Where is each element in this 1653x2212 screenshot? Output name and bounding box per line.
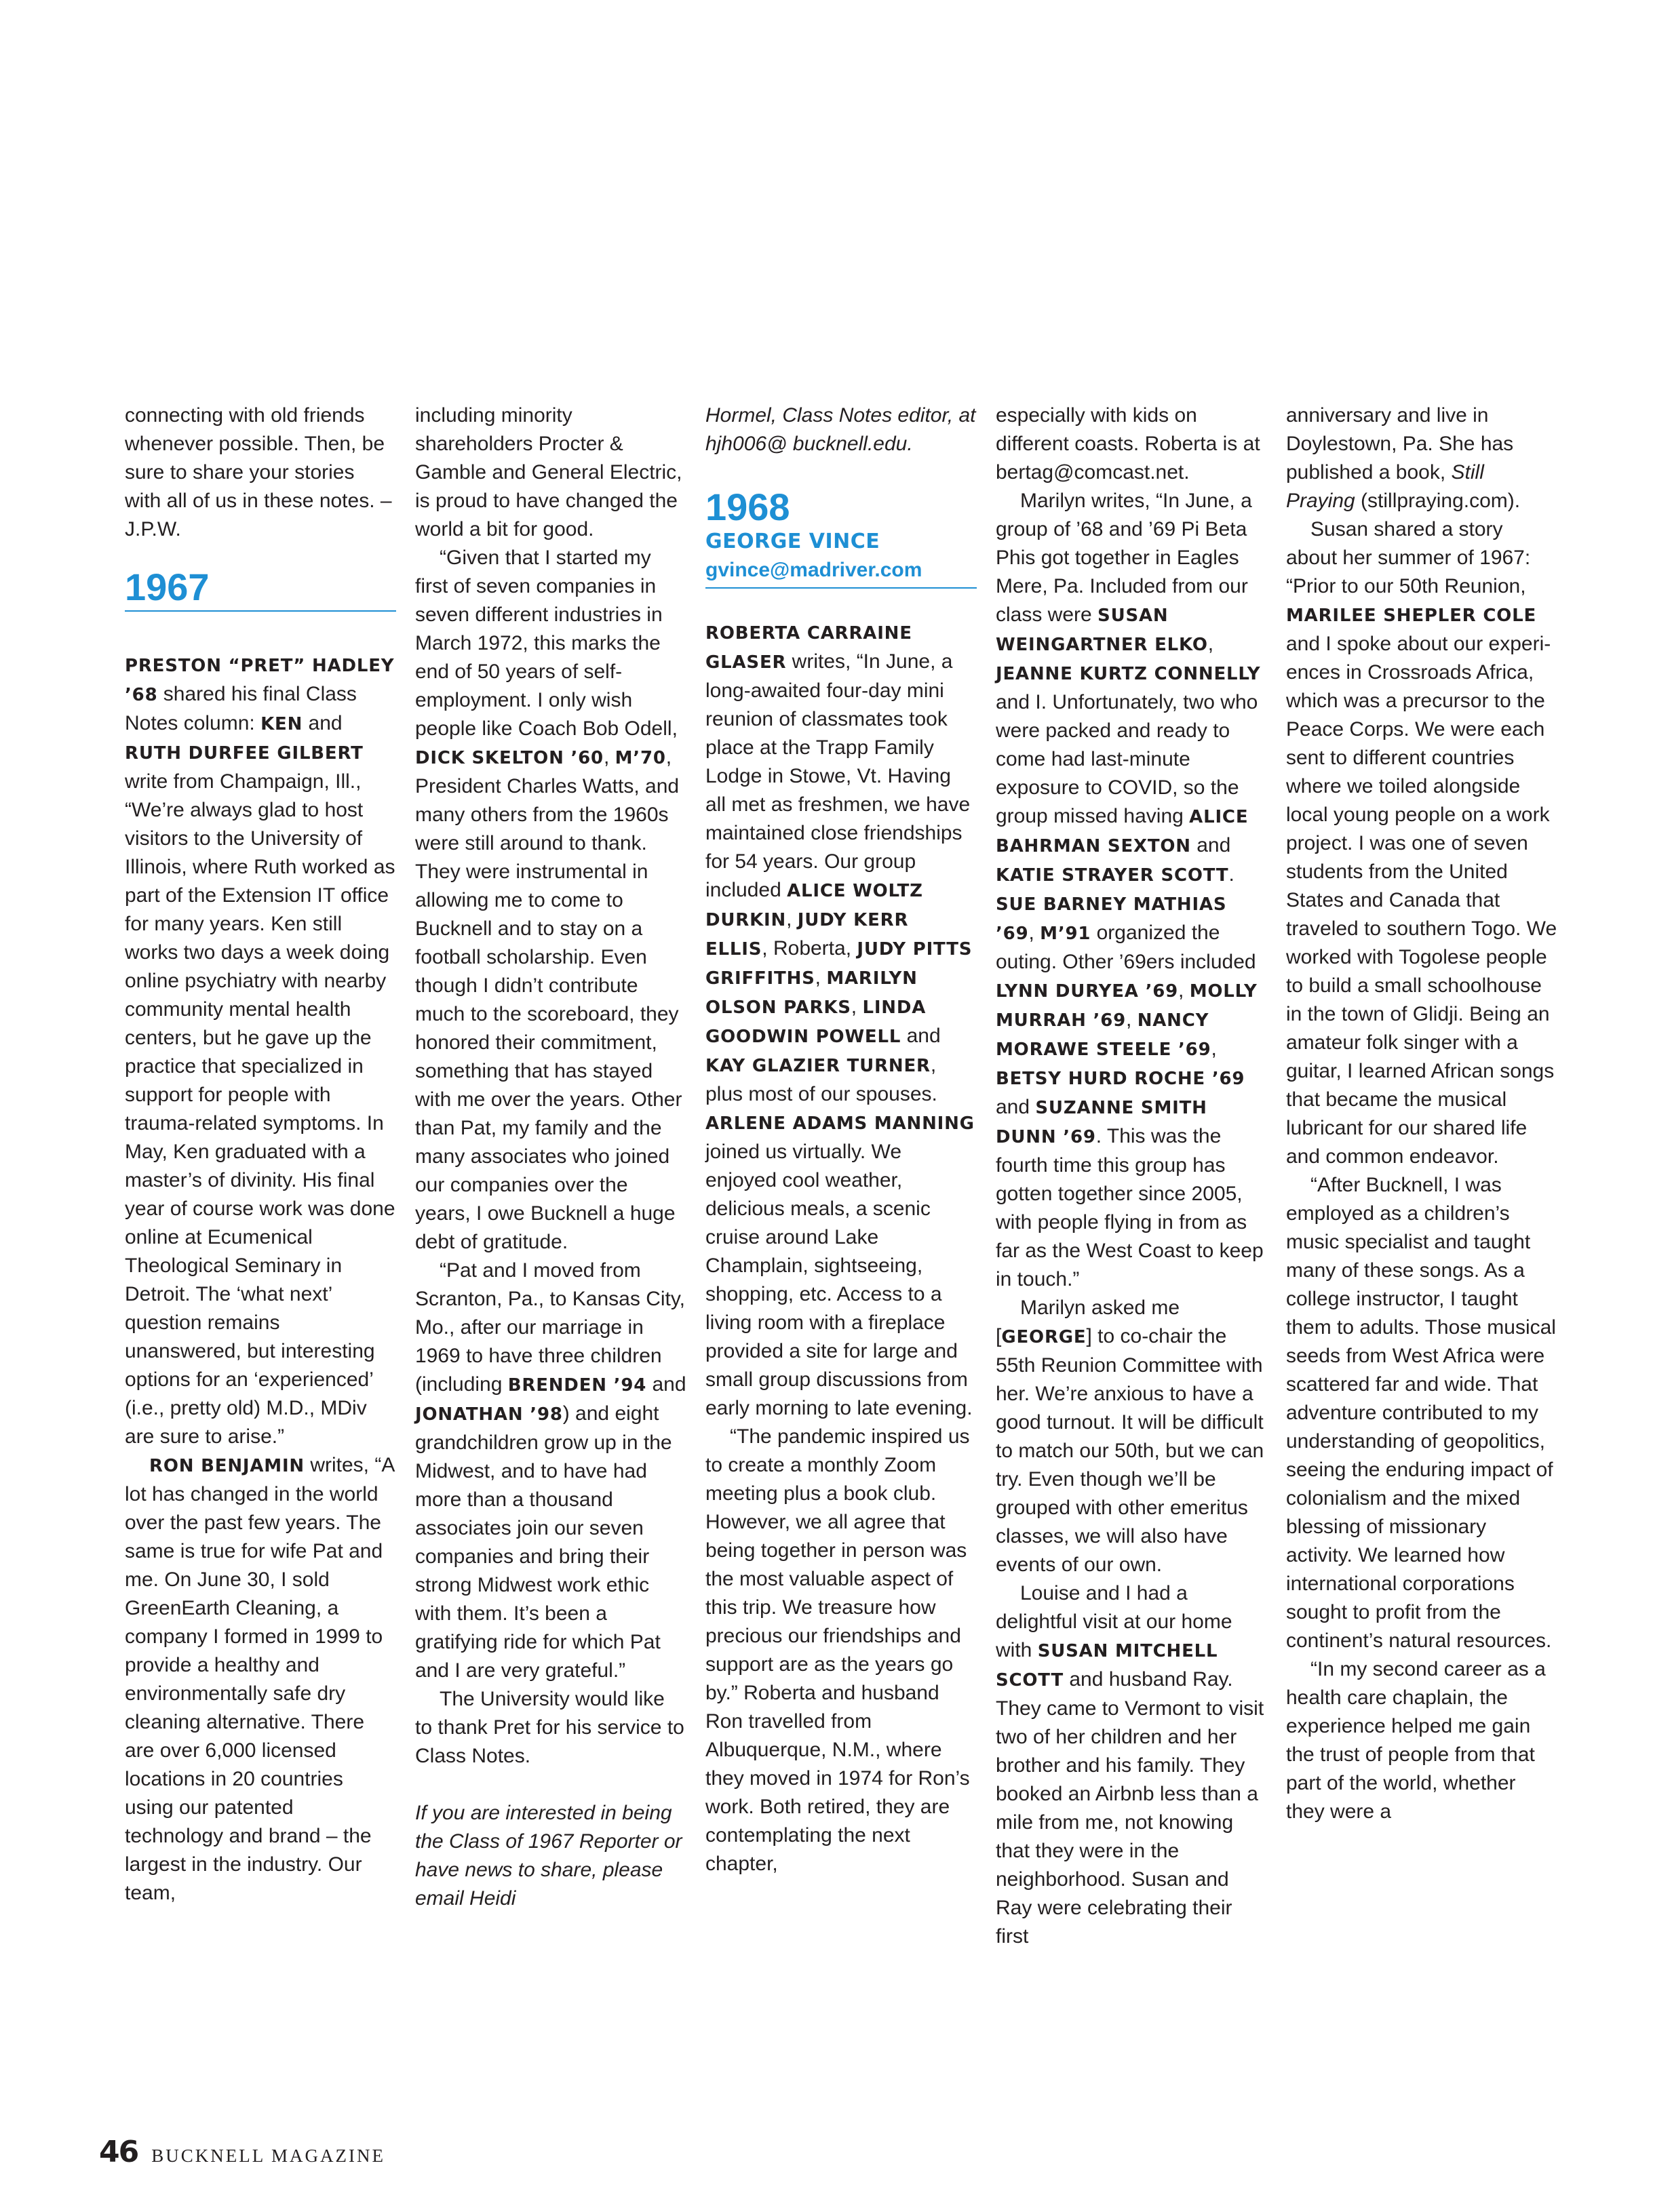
class-reporter-email[interactable]: gvince@madriver.com	[705, 559, 922, 581]
paragraph: The University would like to thank Pret for his service to Class Notes.	[415, 1688, 684, 1767]
alumni-name: NANCY MORAWE STEELE ’69	[996, 1010, 1211, 1060]
alumni-name: PRESTON “PRET” HADLEY ’68	[125, 656, 395, 705]
alumni-name: LYNN DURYEA ’69	[996, 981, 1179, 1002]
paragraph: “In my second career as a health care chaplain, the experience helped me gain the trust of people from that part of the world, whether they were a	[1286, 1658, 1546, 1823]
alumni-name: SUZANNE SMITH DUNN ’69	[996, 1098, 1207, 1147]
column-5	[1286, 401, 1557, 1826]
alumni-name: KEN	[260, 714, 303, 734]
alumni-name: MOLLY MURRAH ’69	[996, 981, 1258, 1031]
page-footer	[99, 2135, 385, 2169]
page-number: 46	[99, 2135, 138, 2169]
class-year-heading	[125, 567, 396, 612]
paragraph: “After Bucknell, I was employed as a children’s music specialist and taught many of these songs. As a college instructor, I taught them to adults. Those musical seeds from West Africa were scattered far and wide. That adventure contributed to my understanding of geopolitics, seeing the enduring impact of colonialism and the mixed blessing of missionary activity. We learned how international corporations sought to profit from the continent’s natural resources.	[1286, 1174, 1556, 1652]
alumni-name: ARLENE ADAMS MANNING	[705, 1113, 975, 1134]
class-year: 1968	[705, 486, 790, 528]
alumni-name: SUE BARNEY MATHIAS ’69	[996, 894, 1227, 944]
book-title: Still Praying	[1286, 461, 1484, 512]
paragraph: anniversary and live in Doylestown, Pa. She has published a book, Still Praying (stillpraying.com).	[1286, 404, 1521, 512]
alumni-name: ROBERTA CARRAINE GLASER	[705, 623, 912, 673]
paragraph: “Pat and I moved from Scranton, Pa., to Kansas City, Mo., after our marriage in 1969 to have three children (including BRENDEN ’94 and JONATHAN ’98) and eight grandchildren grow up in the Midwest, and to have had more than a thousand associates join our seven companies and bring their strong Midwest work ethic with them. It’s been a gratifying ride for which Pat and I are very grateful.”	[415, 1259, 686, 1682]
paragraph: Susan shared a story about her summer of 1967: “Prior to our 50th Reunion, MARILEE SHEPLER COLE and I spoke about our experiences in Crossroads Africa, which was a precursor to the Peace Corps. We were each sent to different countries where we toiled alongside local young people on a work project. I was one of seven students from the United States and Canada that traveled to southern Togo. We worked with Togolese people to build a small schoolhouse in the town of Glidji. Being an amateur folk singer with a guitar, I learned African songs that became the musical lubricant for our shared life and common endeavor.	[1286, 518, 1557, 1168]
column-3	[705, 401, 977, 1878]
column-1	[125, 401, 396, 1908]
paragraph: including minority shareholders Procter & Gamble and General Electric, is proud to have changed the world a bit for good.	[415, 404, 682, 540]
alumni-name: ALICE WOLTZ DURKIN	[705, 881, 923, 930]
alumni-name: JONATHAN ’98	[415, 1404, 563, 1425]
magazine-name: BUCKNELL MAGAZINE	[151, 2146, 385, 2166]
class-reporter-name: GEORGE VINCE	[705, 530, 880, 553]
paragraph: Marilyn asked me [GEORGE] to co-chair the 55th Reunion Committee with her. We’re anxious to have a good turnout. It will be difficult to match our 50th, but we can try. Even though we’ll be grouped with other emeritus classes, we will also have events of our own.	[996, 1297, 1264, 1576]
alumni-name: JEANNE KURTZ CONNELLY	[996, 664, 1261, 684]
alumni-name: RUTH DURFEE GILBERT	[125, 743, 364, 764]
paragraph: RON BENJAMIN writes, “A lot has changed in the world over the past few years. The same is true for wife Pat and me. On June 30, I sold GreenEarth Cleaning, a company I formed in 1999 to provide a healthy and environmentally safe dry cleaning alternative. There are over 6,000 licensed locations in 20 countries using our patented technology and brand – the largest in the industry. Our team,	[125, 1454, 394, 1904]
alumni-name: M’91	[1040, 924, 1091, 944]
alumni-name: DICK SKELTON ’60	[415, 748, 604, 768]
alumni-name: JUDY PITTS GRIFFITHS	[705, 939, 973, 989]
alumni-name: GEORGE	[1001, 1327, 1087, 1347]
column-4	[996, 401, 1267, 1951]
alumni-name: M’70	[615, 748, 666, 768]
alumni-name: LINDA GOODWIN POWELL	[705, 998, 927, 1047]
column-2	[415, 401, 686, 1913]
alumni-name: MARILEE SHEPLER COLE	[1286, 606, 1537, 626]
alumni-name: KAY GLAZIER TURNER	[705, 1056, 931, 1076]
paragraph: Louise and I had a delightful visit at our home with SUSAN MITCHELL SCOTT and husband Ray. They came to Vermont to visit two of her children and her brother and his family. They booked an Airbnb less than a mile from me, not knowing that they were in the neighborhood. Susan and Ray were celebrating their first	[996, 1582, 1264, 1948]
paragraph: connecting with old friends whenever possible. Then, be sure to share your stories with all of us in these notes. – J.P.W.	[125, 404, 392, 540]
alumni-name: MARILYN OLSON PARKS	[705, 968, 918, 1018]
paragraph: Marilyn writes, “In June, a group of ’68 and ’69 Pi Beta Phis got together in Eagles Mere, Pa. Included from our class were SUSAN WEINGARTNER ELKO, JEANNE KURTZ CONNELLY and I. Unfortunately, two who were packed and ready to come had last-minute exposure to COVID, so the group missed having ALICE BAHRMAN SEXTON and KATIE STRAYER SCOTT. SUE BARNEY MATHIAS ’69, M’91 organized the outing. Other ’69ers included LYNN DURYEA ’69, MOLLY MURRAH ’69, NANCY MORAWE STEELE ’69, BETSY HURD ROCHE ’69 and SUZANNE SMITH DUNN ’69. This was the fourth time this group has gotten together since 2005, with people flying in from as far as the West Coast to keep in touch.”	[996, 490, 1264, 1290]
alumni-name: SUSAN MITCHELL SCOTT	[996, 1641, 1218, 1691]
paragraph: ROBERTA CARRAINE GLASER writes, “In June, a long-awaited four-day mini reunion of classmates took place at the Trapp Family Lodge in Stowe, Vt. Having all met as freshmen, we have maintained close friendships for 54 years. Our group included ALICE WOLTZ DURKIN, JUDY KERR ELLIS, Roberta, JUDY PITTS GRIFFITHS, MARILYN OLSON PARKS, LINDA GOODWIN POWELL and KAY GLAZIER TURNER, plus most of our spouses. ARLENE ADAMS MANNING joined us virtually. We enjoyed cool weather, delicious meals, a scenic cruise around Lake Champlain, sightseeing, shopping, etc. Access to a living room with a fireplace provided a site for large and small group discussions from early morning to late evening.	[705, 623, 975, 1419]
alumni-name: KATIE STRAYER SCOTT	[996, 865, 1229, 886]
paragraph: especially with kids on different coasts. Roberta is at bertag@comcast.net.	[996, 404, 1260, 483]
alumni-name: JUDY KERR ELLIS	[705, 910, 909, 960]
paragraph: “The pandemic inspired us to create a monthly Zoom meeting plus a book club. However, we all agree that being together in person was the most valuable aspect of this trip. We treasure how precious our friendships and support are as the years go by.” Roberta and husband Ron travelled from Albuquerque, N.M., where they moved in 1974 for Ron’s work. Both retired, they are contemplating the next chapter,	[705, 1425, 970, 1875]
paragraph: PRESTON “PRET” HADLEY ’68 shared his final Class Notes column: KEN and RUTH DURFEE GILBERT write from Champaign, Ill., “We’re always glad to host visitors to the University of Illinois, where Ruth worked as part of the Extension IT office for many years. Ken still works two days a week doing online psychiatry with nearby community mental health centers, but he gave up the practice that specialized in support for people with trauma-related symptoms. In May, Ken graduated with a master’s of divinity. His final year of course work was done online at Ecumenical Theological Seminary in Detroit. The ‘what next’ question remains unanswered, but interesting options for an ‘experienced’ (i.e., pretty old) M.D., MDiv are sure to arise.”	[125, 656, 395, 1448]
alumni-name: SUSAN WEINGARTNER ELKO	[996, 606, 1208, 655]
class-year: 1967	[125, 566, 210, 608]
alumni-name: ALICE BAHRMAN SEXTON	[996, 807, 1249, 856]
class-year-heading	[705, 487, 977, 589]
alumni-name: BRENDEN ’94	[507, 1375, 647, 1396]
alumni-name: RON BENJAMIN	[149, 1456, 305, 1476]
alumni-name: BETSY HURD ROCHE ’69	[996, 1069, 1245, 1089]
reporter-call-note: Hormel, Class Notes editor, at hjh006@ bucknell.edu.	[705, 404, 976, 455]
paragraph: “Given that I started my first of seven companies in seven different industries in March 1972, this marks the end of 50 years of self-employment. I only wish people like Coach Bob Odell, DICK SKELTON ’60, M’70, President Charles Watts, and many others from the 1960s were still around to thank. They were instrumental in allowing me to come to Bucknell and to stay on a football scholarship. Even though I didn’t contribute much to the scoreboard, they honored their commitment, something that has stayed with me over the years. Other than Pat, my family and the many associates who joined our companies over the years, I owe Bucknell a huge debt of gratitude.	[415, 547, 682, 1253]
reporter-call-note: If you are interested in being the Class of 1967 Reporter or have news to share, please email Heidi	[415, 1802, 682, 1910]
